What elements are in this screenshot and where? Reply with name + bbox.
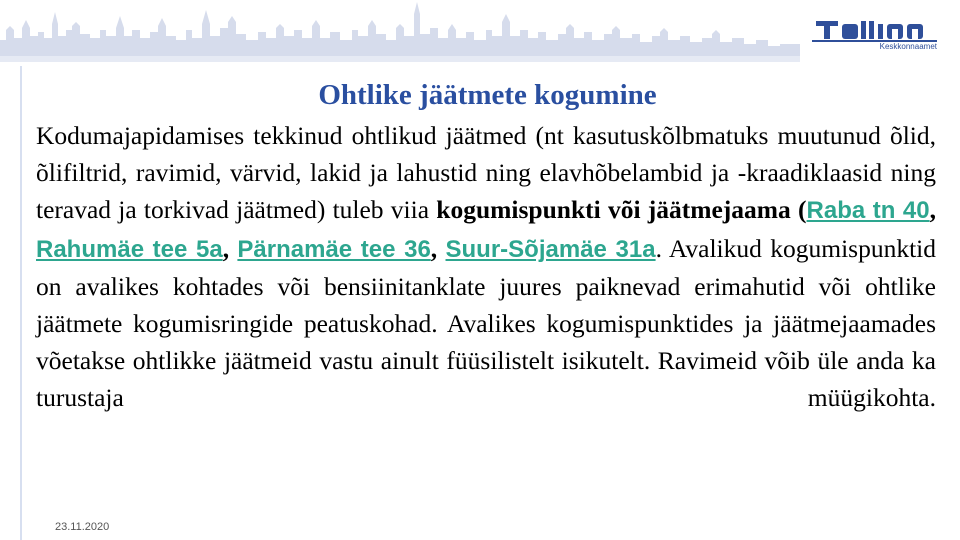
body-paragraph [36,117,936,417]
paragraph-separator: , [929,195,937,225]
footer-date: 23.11.2020 [55,521,110,533]
paragraph-separator: , [222,233,238,263]
tallinn-logo [812,18,937,58]
link-parnamae-tee-36[interactable]: Pärnamäe tee 36 [237,235,431,263]
paragraph-separator: , [430,233,446,263]
paragraph-text-part1: Kodumajapidamises tekkinud ohtlikud jäätmed (nt kasutuskõlbmatuks muutunud õlid, õlifiltrid, ravimid, värvid, lakid ja lahustid ning elavhõbelambid ja -kraadiklaasid ning teravad ja torkivad jäätmed) tuleb viia [36,121,936,225]
paragraph-text-part2: . Avalikud kogumispunktid on avalikes kohtades või bensiinitanklate juures paiknevad erimahutid või ohtlike jäätmete kogumisringide peatuskohad. Avalikes kogumispunktides ja jäätmejaamades võetakse ohtlikke jäätmeid vastu ainult füüsilistelt isikutelt. Ravimeid võib üle anda ka turustaja müügikohta. [36,233,936,413]
link-rahumae-tee-5a[interactable]: Rahumäe tee 5a [36,235,223,263]
link-raba-tn-40[interactable]: Raba tn 40 [806,197,930,225]
decorative-frame-line [20,66,22,540]
slide-title: Ohtlike jäätmete kogumine [318,79,657,111]
paragraph-bold-collection-point: kogumispunkti või jäätmejaama ( [436,195,807,225]
link-suur-sojamae-31a[interactable]: Suur-Sõjamäe 31a [445,235,656,263]
tallinn-logo-icon [812,18,937,42]
city-skyline-graphic [0,0,800,62]
logo-subtitle: Keskkonnaamet [879,42,937,51]
